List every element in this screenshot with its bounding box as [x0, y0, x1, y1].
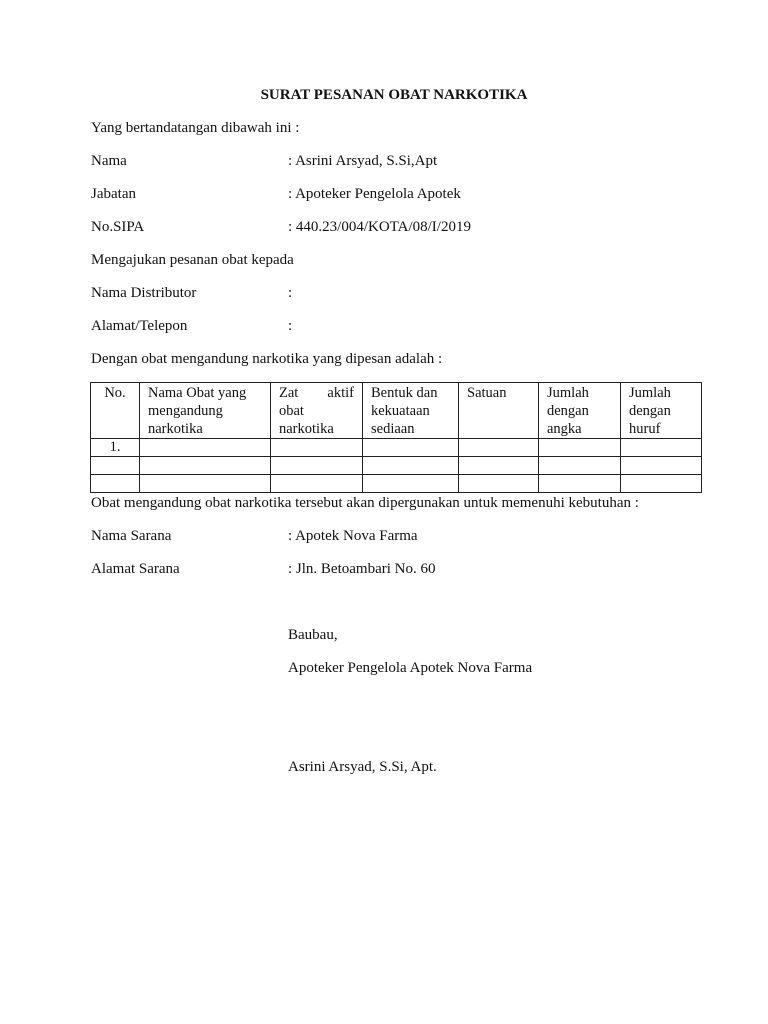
table-cell: [140, 439, 271, 457]
field-value-jabatan: : Apoteker Pengelola Apotek: [288, 186, 461, 202]
table-row: [91, 457, 702, 475]
table-cell: [459, 475, 539, 493]
table-cell: [539, 475, 621, 493]
field-value-distributor: :: [288, 285, 293, 301]
document-title: SURAT PESANAN OBAT NARKOTIKA: [260, 87, 528, 103]
header-jumlah-angka: Jumlah dengan angka: [539, 383, 621, 439]
field-label-nama: Nama: [91, 153, 127, 169]
row-number: [91, 457, 140, 475]
table-intro: Dengan obat mengandung narkotika yang dipesan adalah :: [91, 351, 443, 367]
signature-place: Baubau,: [288, 627, 338, 643]
signature-name: Asrini Arsyad, S.Si, Apt.: [288, 759, 437, 775]
table-cell: [363, 457, 459, 475]
field-value-sipa: : 440.23/004/KOTA/08/I/2019: [288, 219, 471, 235]
field-value-alamat-telepon: :: [288, 318, 293, 334]
table-cell: [459, 457, 539, 475]
table-cell: [271, 439, 363, 457]
table-cell: [271, 475, 363, 493]
table-cell: [140, 457, 271, 475]
table-cell: [271, 457, 363, 475]
table-cell: [363, 475, 459, 493]
header-satuan: Satuan: [459, 383, 539, 439]
table-header-row: [91, 383, 702, 439]
row-number: 1.: [91, 439, 140, 457]
request-line: Mengajukan pesanan obat kepada: [91, 252, 294, 268]
table-cell: [363, 439, 459, 457]
field-label-nama-sarana: Nama Sarana: [91, 528, 172, 544]
table-cell: [621, 439, 702, 457]
header-zat-aktif: Zat aktif obat narkotika: [271, 383, 363, 439]
field-label-sipa: No.SIPA: [91, 219, 145, 235]
table-cell: [621, 457, 702, 475]
signature-role: Apoteker Pengelola Apotek Nova Farma: [288, 660, 533, 676]
table-cell: [459, 439, 539, 457]
header-no: No.: [91, 383, 140, 439]
table-cell: [621, 475, 702, 493]
field-label-distributor: Nama Distributor: [91, 285, 197, 301]
field-value-alamat-sarana: : Jln. Betoambari No. 60: [288, 561, 436, 577]
header-bentuk: Bentuk dan kekuataan sediaan: [363, 383, 459, 439]
order-table: [90, 382, 702, 493]
table-row: [91, 475, 702, 493]
row-number: [91, 475, 140, 493]
table-cell: [539, 439, 621, 457]
field-value-nama-sarana: : Apotek Nova Farma: [288, 528, 418, 544]
purpose-text: Obat mengandung obat narkotika tersebut akan dipergunakan untuk memenuhi kebutuhan :: [91, 495, 639, 511]
table-cell: [140, 475, 271, 493]
field-label-jabatan: Jabatan: [91, 186, 136, 202]
header-nama-obat: Nama Obat yang mengandung narkotika: [140, 383, 271, 439]
table-cell: [539, 457, 621, 475]
intro-text: Yang bertandatangan dibawah ini :: [91, 120, 300, 136]
field-label-alamat-telepon: Alamat/Telepon: [91, 318, 188, 334]
header-jumlah-huruf: Jumlah dengan huruf: [621, 383, 702, 439]
field-label-alamat-sarana: Alamat Sarana: [91, 561, 180, 577]
table-row: [91, 439, 702, 457]
field-value-nama: : Asrini Arsyad, S.Si,Apt: [288, 153, 438, 169]
